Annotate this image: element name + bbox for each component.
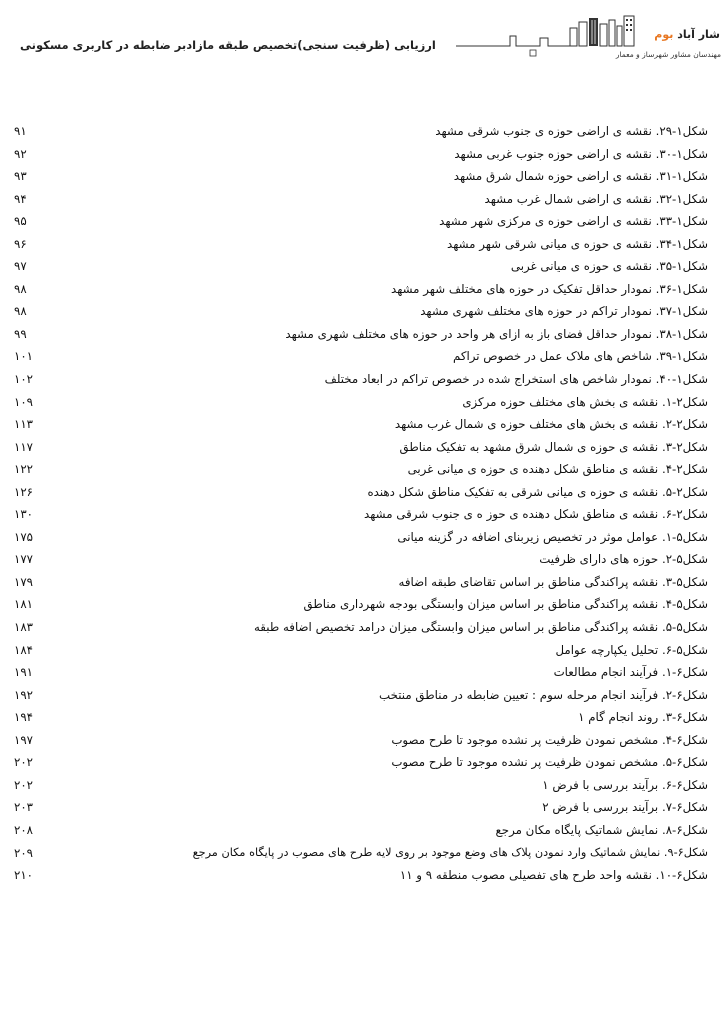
toc-row[interactable] bbox=[12, 483, 708, 506]
toc-row[interactable] bbox=[12, 663, 708, 686]
toc-row[interactable] bbox=[12, 257, 708, 280]
toc-entry-label: شکل۲-۳. نقشه ی حوزه ی شمال شرق مشهد به تفکیک مناطق bbox=[399, 439, 708, 454]
toc-page-number: ۱۹۲ bbox=[14, 687, 34, 702]
toc-entry-label: شکل۶-۸. نمایش شماتیک پایگاه مکان مرجع bbox=[495, 822, 708, 837]
toc-page-number: ۱۸۴ bbox=[14, 642, 34, 657]
page-header bbox=[0, 0, 726, 80]
toc-row[interactable] bbox=[12, 190, 708, 213]
toc-entry-label: شکل۱-۲۹. نقشه ی اراضی حوزه ی جنوب شرقی مشهد bbox=[435, 124, 708, 138]
toc-page-number: ۲۰۸ bbox=[14, 822, 34, 837]
toc-page-number: ۱۰۱ bbox=[14, 349, 34, 364]
toc-entry-label: شکل۱-۳۲. نقشه ی اراضی شمال غرب مشهد bbox=[484, 191, 708, 206]
toc-page-number: ۹۷ bbox=[14, 259, 27, 274]
toc-entry-label: شکل۱-۳۳. نقشه ی اراضی حوزه ی مرکزی شهر مشهد bbox=[439, 214, 708, 229]
toc-page-number: ۹۵ bbox=[14, 214, 27, 229]
toc-entry-label: شکل۱-۳۸. نمودار حداقل فضای باز به ازای هر واحد در حوزه های مختلف شهری مشهد bbox=[285, 326, 708, 341]
toc-page-number: ۹۴ bbox=[14, 191, 27, 206]
toc-row[interactable] bbox=[12, 798, 708, 821]
logo-wordmark bbox=[640, 28, 720, 41]
toc-row[interactable] bbox=[12, 302, 708, 325]
toc-page-number: ۱۷۵ bbox=[14, 529, 34, 544]
toc-page-number: ۱۹۱ bbox=[14, 665, 34, 680]
toc-page-number: ۹۸ bbox=[14, 281, 27, 296]
toc-page-number: ۹۲ bbox=[14, 146, 27, 161]
toc-row[interactable] bbox=[12, 460, 708, 483]
toc-entry-label: شکل۶-۱۰. نقشه واحد طرح های تفصیلی مصوب منطقه ۹ و ۱۱ bbox=[399, 868, 708, 883]
toc-page-number: ۱۲۶ bbox=[14, 484, 34, 499]
toc-row[interactable] bbox=[12, 145, 708, 168]
toc-page-number: ۱۰۲ bbox=[14, 372, 34, 387]
toc-entry-label: شکل۶-۵. مشخص نمودن ظرفیت پر نشده موجود تا طرح مصوب bbox=[391, 755, 708, 770]
toc-entry-label: شکل۵-۱. عوامل موثر در تخصیص زیربنای اضافه در گزینه میانی bbox=[397, 529, 708, 544]
toc-entry-label: شکل۶-۳. روند انجام گام ۱ bbox=[578, 710, 708, 725]
toc-row[interactable] bbox=[12, 708, 708, 731]
toc-entry-label: شکل۲-۶. نقشه ی مناطق شکل دهنده ی حوز ه ی جنوب شرقی مشهد bbox=[364, 507, 708, 522]
toc-entry-label: شکل۱-۳۱. نقشه ی اراضی حوزه شمال شرق مشهد bbox=[453, 169, 708, 184]
toc-page-number: ۹۳ bbox=[14, 169, 27, 184]
toc-row[interactable] bbox=[12, 550, 708, 573]
toc-row[interactable] bbox=[12, 573, 708, 596]
toc-page-number: ۹۸ bbox=[14, 304, 27, 319]
toc-entry-label: شکل۶-۶. برآیند بررسی با فرض ۱ bbox=[542, 777, 708, 792]
toc-page-number: ۱۱۳ bbox=[14, 417, 34, 432]
toc-entry-label: شکل۲-۱. نقشه ی بخش های مختلف حوزه مرکزی bbox=[462, 394, 708, 409]
toc-entry-label: شکل۱-۳۷. نمودار تراکم در حوزه های مختلف شهری مشهد bbox=[420, 304, 708, 319]
toc-page-number: ۱۸۱ bbox=[14, 597, 34, 612]
toc-page-number: ۱۹۷ bbox=[14, 732, 34, 747]
toc-page-number: ۲۱۰ bbox=[14, 868, 34, 883]
toc-row[interactable] bbox=[12, 641, 708, 664]
toc-row[interactable] bbox=[12, 505, 708, 528]
toc-row[interactable] bbox=[12, 686, 708, 709]
toc-page-number: ۱۲۲ bbox=[14, 462, 34, 477]
logo-subtitle: مهندسان مشاور شهرساز و معمار bbox=[615, 50, 721, 59]
toc-row[interactable] bbox=[12, 776, 708, 799]
toc-entry-label: شکل۵-۲. حوزه های دارای ظرفیت bbox=[539, 552, 708, 567]
toc-page-number: ۹۱ bbox=[14, 124, 27, 138]
toc-page-number: ۲۰۲ bbox=[14, 755, 34, 770]
toc-entry-label: شکل۲-۵. نقشه ی حوزه ی میانی شرقی به تفکیک مناطق شکل دهنده bbox=[367, 484, 708, 499]
toc-row[interactable] bbox=[12, 731, 708, 754]
toc-page-number: ۱۹۴ bbox=[14, 710, 34, 725]
toc-page-number: ۲۰۳ bbox=[14, 800, 34, 815]
toc-entry-label: شکل۲-۴. نقشه ی مناطق شکل دهنده ی حوزه ی میانی غربی bbox=[407, 462, 708, 477]
toc-entry-label: شکل۵-۶. تحلیل یکپارچه عوامل bbox=[555, 642, 708, 657]
toc-entry-label: شکل۱-۳۹. شاخص های ملاک عمل در خصوص تراکم bbox=[453, 349, 708, 364]
toc-page-number: ۹۶ bbox=[14, 236, 27, 251]
toc-page-number: ۱۰۹ bbox=[14, 394, 34, 409]
toc-page-number: ۱۳۰ bbox=[14, 507, 34, 522]
toc-row[interactable] bbox=[12, 595, 708, 618]
toc-entry-label: شکل۱-۴۰. نمودار شاخص های استخراج شده در خصوص تراکم در ابعاد مختلف bbox=[324, 372, 708, 387]
toc-row[interactable] bbox=[12, 122, 708, 145]
toc-page-number: ۱۷۹ bbox=[14, 574, 34, 589]
toc-row[interactable] bbox=[12, 618, 708, 641]
toc-entry-label: شکل۵-۵. نقشه پراکندگی مناطق بر اساس میزان وابستگی میزان درامد تخصیص اضافه طبقه bbox=[253, 620, 708, 635]
toc-row[interactable] bbox=[12, 235, 708, 258]
toc-row[interactable] bbox=[12, 393, 708, 416]
toc-page-number: ۱۷۷ bbox=[14, 552, 34, 567]
toc-entry-label: شکل۱-۳۰. نقشه ی اراضی حوزه جنوب غربی مشهد bbox=[454, 146, 708, 161]
toc-entry-label: شکل۱-۳۴. نقشه ی حوزه ی میانی شرقی شهر مشهد bbox=[447, 236, 708, 251]
page-title: ارزیابی (ظرفیت سنجی)تخصیص طبقه مازادبر ضابطه در کاربری مسکونی bbox=[20, 38, 436, 52]
toc-entry-label: شکل۶-۹. نمایش شماتیک وارد نمودن پلاک های وضع موجود بر روی لایه طرح های مصوب در پایگاه مکان مرجع bbox=[192, 845, 708, 859]
toc-row[interactable] bbox=[12, 844, 708, 867]
toc-row[interactable] bbox=[12, 325, 708, 348]
logo-main-text: شار آباد bbox=[677, 28, 720, 41]
toc-entry-label: شکل۵-۴. نقشه پراکندگی مناطق بر اساس میزان وابستگی بودجه شهرداری مناطق bbox=[303, 597, 708, 612]
toc-entry-label: شکل۶-۲. فرآیند انجام مرحله سوم : تعیین ضابطه در مناطق منتخب bbox=[379, 687, 708, 702]
toc-row[interactable] bbox=[12, 866, 708, 889]
toc-entry-label: شکل۶-۷. برآیند بررسی با فرض ۲ bbox=[542, 800, 708, 815]
toc-page-number: ۲۰۹ bbox=[14, 845, 34, 860]
toc-entry-label: شکل۵-۳. نقشه پراکندگی مناطق بر اساس تقاضای طبقه اضافه bbox=[398, 574, 708, 589]
toc-row[interactable] bbox=[12, 167, 708, 190]
toc-entry-label: شکل۶-۴. مشخص نمودن ظرفیت پر نشده موجود تا طرح مصوب bbox=[391, 732, 708, 747]
toc-entry-label: شکل۶-۱. فرآیند انجام مطالعات bbox=[553, 665, 708, 680]
toc-page-number: ۲۰۲ bbox=[14, 777, 34, 792]
toc-page-number: ۱۸۳ bbox=[14, 620, 34, 635]
toc-row[interactable] bbox=[12, 212, 708, 235]
toc-page-number: ۹۹ bbox=[14, 326, 27, 341]
table-of-figures bbox=[12, 122, 708, 889]
toc-row[interactable] bbox=[12, 370, 708, 393]
logo-accent-text: بوم bbox=[654, 28, 674, 41]
toc-row[interactable] bbox=[12, 438, 708, 461]
toc-entry-label: شکل۱-۳۶. نمودار حداقل تفکیک در حوزه های مختلف شهر مشهد bbox=[391, 281, 708, 296]
toc-row[interactable] bbox=[12, 753, 708, 776]
toc-entry-label: شکل۱-۳۵. نقشه ی حوزه ی میانی غربی bbox=[510, 259, 708, 274]
toc-page-number: ۱۱۷ bbox=[14, 439, 34, 454]
toc-row[interactable] bbox=[12, 821, 708, 844]
toc-row[interactable] bbox=[12, 415, 708, 438]
toc-entry-label: شکل۲-۲. نقشه ی بخش های مختلف حوزه ی شمال غرب مشهد bbox=[394, 417, 708, 432]
toc-row[interactable] bbox=[12, 280, 708, 303]
toc-row[interactable] bbox=[12, 347, 708, 370]
toc-row[interactable] bbox=[12, 528, 708, 551]
